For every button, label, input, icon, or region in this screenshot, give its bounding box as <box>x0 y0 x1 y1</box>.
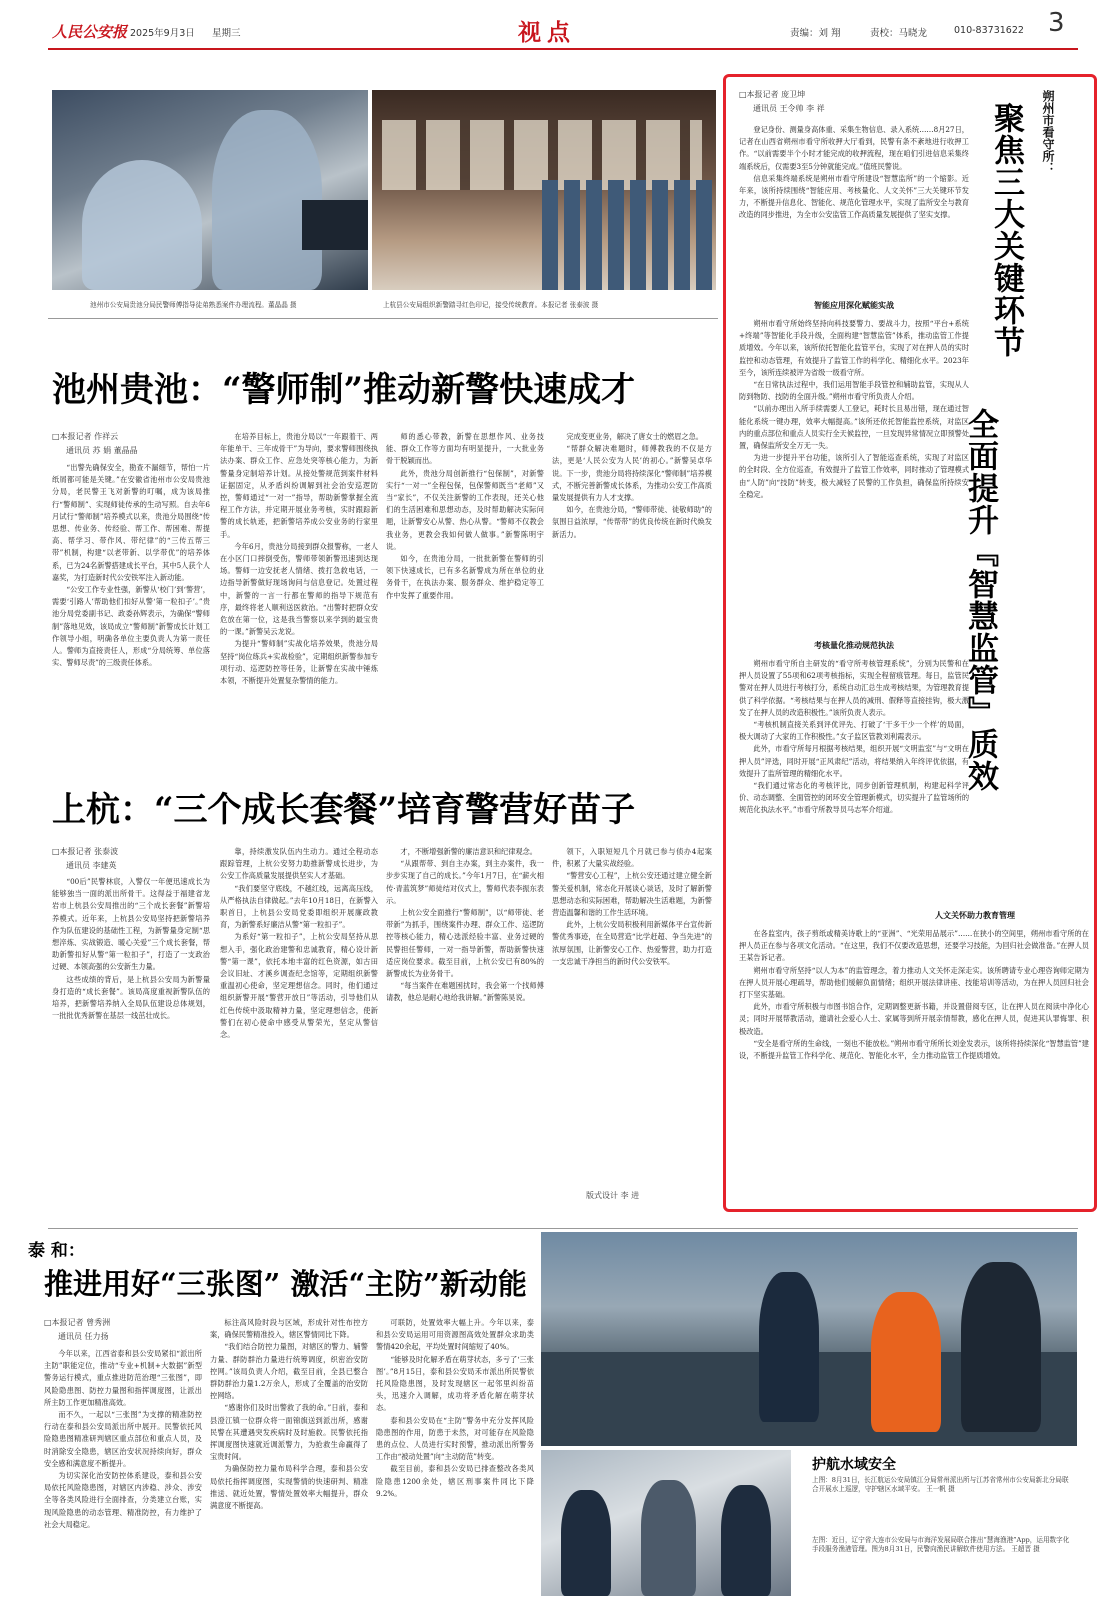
photo-caption-left: 池州市公安局贵池分局民警师傅指导徒弟熟悉案件办理流程。董晶晶 摄 <box>90 301 297 309</box>
paragraph: “我们结合防控力量图，对辖区的警力、辅警力量、群防群治力量进行统筹调度，织密治安防控网。”该局负责人介绍，截至目前，全县已整合群防群治力量1.2万余人，形成了全覆盖的治安防控网络。 <box>210 1342 368 1401</box>
masthead <box>0 0 1118 72</box>
editor-credit: 责编：刘 翔 <box>790 28 841 39</box>
byline-chizhou-1: □本报记者 作祥云 <box>52 432 119 441</box>
paragraph: “出警先确保安全，勘查不漏细节，帮怕一片纸屑都可能是关键。”在安徽省池州市公安局贵池分局，老民警王飞对新警的叮嘱，成为该局推行“警师制”、实现师徒传承的生动写照。自去年6月试行“警师制”培养模式以来，贵池分局围绕“传思想、传业务、传经验、帮工作、帮困难、帮提高、帮学习、带作风、带纪律”的“三传五帮三带”机制，构建“以老带新、以学带优”的培养体系，已为24名新警搭建成长平台，其中5人获个人嘉奖，为打造新时代公安铁军注入新动能。 <box>52 463 210 582</box>
subhead-humane-care: 人文关怀助力教育管理 <box>935 910 1015 920</box>
paragraph: 为进一步提升平台功能，该所引入了智能巡查系统，实现了对监区的全时段、全方位巡查，有效提升了监管工作效率，同时推动了管理模式由“人防”向“技防”转变，极大减轻了民警的工作负担，确保监所持续安全稳定。 <box>739 453 969 499</box>
paragraph: 在各监室内，孩子剪纸或精美诗歌上的“亚洲”、“光荣用品展示”……在狭小的空间里，朔州市看守所的在押人员正在参与各项文化活动。“在这里，我们不仅要改造思想，还要学习技能，为回归社会做准备。”在押人员王某告诉记者。 <box>739 929 1089 963</box>
byline-shuozhou-1: □本报记者 庞卫坤 <box>739 90 806 99</box>
chizhou-column-2 <box>220 431 378 782</box>
paragraph: “安全是看守所的生命线，一刻也不能放松。”朔州市看守所所长刘金发表示，该所将持续深化“智慧监管”建设，不断提升监管工作科学化、规范化、智能化水平，全力推动监管工作提质增效。 <box>739 1038 1089 1061</box>
paragraph: “帮群众解决难题时，师傅教我的不仅是方法，更是‘人民公安为人民’的初心。”新警吴卓华说。下一步，贵池分局将持续深化“警师制”培养模式，不断完善新警成长体系，为推动公安工作高质量发展提供有力人才支撑。 <box>552 444 712 503</box>
photo-caption-right: 上杭县公安局组织新警踏寻红色印记，接受传统教育。本报记者 张泰波 摄 <box>383 301 599 309</box>
page-number: 3 <box>1048 8 1065 38</box>
headline-shanghang: 上杭：“三个成长套餐”培育警营好苗子 <box>52 790 636 830</box>
issue-date: 2025年9月3日 <box>130 28 195 39</box>
paragraph: “警营安心工程”，上杭公安还通过建立健全新警关爱机制，常态化开展谈心谈话，及时了解新警思想动态和实际困难，帮助解决生活难题，为新警营造温馨和谐的工作生活环境。 <box>552 871 712 918</box>
paragraph: 如今，在贵池分局，一批批新警在警师的引领下快速成长，已有多名新警成为所在单位的业务骨干，在执法办案、服务群众、维护稳定等工作中发挥了重要作用。 <box>386 554 544 600</box>
photo-shanghang-history <box>372 90 716 290</box>
headline-chizhou: 池州贵池：“警师制”推动新警快速成才 <box>52 370 636 410</box>
monitor <box>302 200 368 250</box>
shuozhou-section-2 <box>739 658 969 910</box>
subhead-smart-apps: 智能应用深化赋能实战 <box>814 300 894 310</box>
figure-worker-vest <box>871 1292 941 1432</box>
taihe-column-2 <box>210 1317 368 1594</box>
paragraph: “从跟帮带、到自主办案，到主办案件，我一步步实现了自己的成长。”今年1月7日，在“薪火相传·青蓝筑梦”师徒结对仪式上，警师代表李振东表示。 <box>386 859 544 905</box>
shanghang-column-4 <box>552 846 712 1176</box>
subhead-assessment: 考核量化推动规范执法 <box>814 640 894 650</box>
phone-number: 010-83731622 <box>954 25 1024 36</box>
shanghang-column-2 <box>220 846 378 1206</box>
figure-officer-left <box>561 1490 611 1596</box>
byline-taihe-2: 通讯员 任力扬 <box>58 1332 109 1341</box>
photo-group-title: 护航水域安全 <box>812 1457 896 1473</box>
paragraph: 如今，在贵池分局，“警师带徒、徒敬师助”的氛围日益浓厚，“传帮带”的优良传统在新时代焕发新活力。 <box>552 505 712 539</box>
paragraph: 标注高风险时段与区域，形成针对性布控方案，确保民警精准投入，辖区警情同比下降。 <box>210 1318 368 1340</box>
figure-fisherman <box>641 1480 696 1596</box>
paragraph: 此外，市看守所每月根据考核结果，组织开展“文明监室”与“文明在押人员”评选，同时开展“正风肃纪”活动，将结果纳入年终评优依据，有效提升了监所管理的精细化水平。 <box>739 744 969 778</box>
paragraph: 这些成绩的背后，是上杭县公安局为新警量身打造的“成长套餐”。该局高度重视新警队伍的培养，把新警培养纳入全局队伍建设总体规划，一批批优秀新警在基层一线茁壮成长。 <box>52 974 210 1021</box>
shanghang-column-3 <box>386 846 544 1206</box>
proofreader-credit: 责校：马晓龙 <box>870 28 928 39</box>
paragraph: “考核机制直接关系到评优评先、打破了‘干多干少一个样’的局面，极大调动了大家的工作积极性。”女子监区管教刘利霞表示。 <box>739 720 969 742</box>
chizhou-column-3 <box>386 431 544 782</box>
taihe-kicker: 泰 和： <box>28 1241 85 1261</box>
shuozhou-lead <box>739 124 969 294</box>
photo-river-patrol <box>541 1232 1077 1446</box>
paragraph: “以前办理出入所手续需要人工登记，耗时长且易出错，现在通过智能化系统一键办理，效率大幅提高。”该所还依托智能监控系统，对监区内的重点部位和重点人员实行全天候监控，一旦发现异常情况立即预警处置，确保监所安全万无一失。 <box>739 404 969 451</box>
issue-weekday: 星期三 <box>212 28 241 39</box>
paragraph: 师的悉心带教，新警在思想作风、业务技能、群众工作等方面均有明显提升，一大批业务骨干脱颖而出。 <box>386 432 544 466</box>
paragraph: 靠，持续激发队伍内生动力。通过全程动态跟踪管理，上杭公安努力助推新警成长进步，为公安工作高质量发展提供坚实人才基础。 <box>220 847 378 881</box>
section-title: 视点 <box>518 20 576 46</box>
byline-shanghang-2: 通讯员 李建英 <box>66 861 117 870</box>
paragraph: 泰和县公安局在“主防”警务中充分发挥风险隐患图的作用，防患于未然，对可能存在风险隐患的点位、人员进行实时预警，推动派出所警务工作由“被动处置”向“主动防范”转变。 <box>376 1415 534 1462</box>
paragraph: “感谢你们及时出警救了我的命。”日前，泰和县澄江镇一位群众将一面锦旗送到派出所，感谢民警在其遭遇突发疾病时及时施救。民警依托指挥调度图快速就近调派警力，为抢救生命赢得了宝贵时间。 <box>210 1403 368 1462</box>
figure-officer-right <box>961 1262 1041 1432</box>
paragraph: 朔州市看守所坚持“以人为本”的监管理念，着力推动人文关怀走深走实。该所聘请专业心理咨询师定期为在押人员开展心理疏导，帮助他们缓解负面情绪；组织开展法律讲座、技能培训等活动，为在押人员回归社会打下坚实基础。 <box>739 965 1089 1000</box>
shanghang-column-1 <box>52 876 210 1206</box>
paragraph: 此外，上杭公安局积极利用新媒体平台宣传新警优秀事迹，在全局营造“比学赶超、争当先进”的浓厚氛围，让新警安心工作、热爱警营，助力打造一支忠诚干净担当的新时代公安铁军。 <box>552 920 712 966</box>
chizhou-column-1 <box>52 462 210 782</box>
byline-shanghang-1: □本报记者 张泰波 <box>52 847 119 856</box>
paragraph: “00后”民警林宸，入警仅一年便迅速成长为能够独当一面的派出所骨干。这得益于福建省龙岩市上杭县公安局推出的“三个成长套餐”新警培养模式。近年来，上杭县公安局坚持把新警培养作为队伍建设的基础性工程，为新警量身定制“思想淬炼、实战锻造、暖心关爱”三个成长套餐，帮助新警扣好从警“第一粒扣子”，打造了一支政治过硬、本领高强的公安新生力量。 <box>52 877 210 972</box>
paragraph: 完成变更业务，解决了唐女士的燃眉之急。 <box>566 432 703 441</box>
paragraph: “我们要坚守底线，不越红线，远离高压线，从严格执法自律做起。”去年10月18日，在新警入职首日，上杭县公安局党委即组织开展廉政教育，为新警系好廉洁从警“第一粒扣子”。 <box>220 883 378 930</box>
taihe-column-3 <box>376 1317 534 1594</box>
officers-lineup <box>542 180 712 290</box>
byline-chizhou-2: 通讯员 苏 娟 董晶晶 <box>66 446 138 455</box>
headline-taihe: 推进用好“三张图” 激活“主防”新动能 <box>44 1267 527 1301</box>
caption-river-top: 上图：8月31日，长江航运公安局镇江分局常州派出所与江苏省常州市公安局新北分局联合开展水上巡逻，守护辖区水域平安。 王一帆 摄 <box>812 1476 1069 1493</box>
divider <box>48 318 718 319</box>
paragraph: 而不久，一起以“三张图”为支撑的精准防控行动在泰和县公安局派出所中展开。民警依托风险隐患图精准研判辖区重点部位和重点人员，及时消除安全隐患，辖区治安状况持续向好，群众安全感和满意度不断提升。 <box>44 1410 202 1468</box>
paragraph: 此外，贵池分局创新推行“包保制”，对新警实行“一对一”全程包保，包保警师既当“老师”又当“家长”，不仅关注新警的工作表现，还关心他们的生活困难和思想动态，及时帮助解决实际问题，让新警安心从警、热心从警。“警师不仅教会我业务，更教会我如何做人做事。”新警陈明宇说。 <box>386 468 544 551</box>
figure-officer-seated <box>82 160 202 290</box>
paragraph: 为切实深化治安防控体系建设，泰和县公安局依托风险隐患图，对辖区内涉稳、涉众、涉安全等各类风险进行全面排查，分类建立台账，实现风险隐患的动态管理、精准防控，有力维护了社会大局稳定。 <box>44 1471 202 1529</box>
shuozhou-section-1 <box>739 318 969 636</box>
paragraph: 朔州市看守所始终坚持向科技要警力、要战斗力，按照“平台+系统+终端”等智能化手段升级，全面构建“智慧监管”体系，推动监管工作提质增效。今年以来，该所依托智能化监管平台，实现了对在押人员的实时监控和动态管理，有效提升了监管工作的科学化、精细化水平。2023年至今，该所连续被评为省级一级看守所。 <box>739 319 969 377</box>
shuozhou-kicker: 朔州市看守所： <box>1041 90 1055 174</box>
layout-designer-credit: 版式设计 李 进 <box>586 1191 640 1200</box>
paragraph: 今年6月，贵池分局接到群众报警称，一老人在小区门口摔倒受伤，警师带领新警迅速到达现场。警师一边安抚老人情绪、拨打急救电话，一边指导新警做好现场询问与信息登记。处置过程中，新警的一言一行都在警师的指导下规范有序，最终将老人顺利送医救治。“出警时把群众安危放在第一位，这是我当警察以来学到的最宝贵的一课。”新警吴云龙说。 <box>220 541 378 637</box>
shuozhou-headline-1: 聚焦三大关键环节 <box>988 102 1024 358</box>
paragraph: 领下，入职短短几个月就已参与侦办4起案件，积累了大量实战经验。 <box>552 847 712 869</box>
photo-chizhou-mentor <box>52 90 368 290</box>
paragraph: “每当案件在难题困扰时，我会第一个找师傅请教，他总是耐心地给我讲解。”新警陈昊说。 <box>386 981 544 1003</box>
paragraph: 可联防，处置效率大幅上升。今年以来，泰和县公安局运用可用资源图高效处置群众求助类警情420余起，平均处置时间缩短了40%。 <box>376 1318 534 1352</box>
shuozhou-section-3 <box>739 928 1089 1204</box>
photo-fishing-port-app <box>541 1450 791 1596</box>
paragraph: “能够及时化解矛盾在萌芽状态，多亏了‘三张图’。”8月15日，泰和县公安局禾市派出所民警依托风险隐患图，及时发现辖区一起邻里纠纷苗头，迅速介入调解，成功将矛盾化解在萌芽状态。 <box>376 1354 534 1413</box>
paragraph: “公安工作专业性强，新警从‘校门’到‘警营’，需要‘引路人’帮助他们扣好从警‘第一粒扣子’。”贵池分局党委副书记、政委孙辉表示，为确保“警师制”落地见效，该局成立“警师制”新警成长计划工作领导小组，明确各单位主要负责人为第一责任人。警师为直接责任人，形成“分局统筹、单位落实、警师尽责”的三级责任体系。 <box>52 585 210 668</box>
paragraph: 为系好“第一粒扣子”，上杭公安局坚持从思想入手，强化政治建警和忠诚教育，精心设计新警“第一课”，依托本地丰富的红色资源，如古田会议旧址、才溪乡调查纪念馆等，定期组织新警重温初心使命，坚定理想信念。同时，他们通过组织新警开展“警营开放日”等活动，引导他们从红色传统中汲取精神力量，坚定理想信念，使新警们在初心使命中感受从警荣光，坚定从警信念。 <box>220 932 378 1040</box>
paragraph: 截至目前，泰和县公安局已排查整改各类风险隐患1200余处，辖区刑事案件同比下降9.2%。 <box>376 1464 534 1498</box>
paragraph: 登记身份、测量身高体重、采集生物信息、录入系统……8月27日，记者在山西省朔州市看守所收押大厅看到，民警有条不紊地进行收押工作。“以前需要半个小时才能完成的收押流程，现在咱们引进信息采集终端系统后，仅需要3至5分钟就能完成。”值班民警说。 <box>739 125 969 171</box>
figure-officer-right <box>721 1485 771 1596</box>
paragraph: 为确保防控力量布局科学合理，泰和县公安局依托指挥调度图，实现警情的快速研判、精准推送、就近处置，警情处置效率大幅提升，群众满意度不断提高。 <box>210 1464 368 1511</box>
paragraph: 此外，市看守所积极与市图书馆合作，定期调整更新书籍，并设置借阅专区，让在押人员在阅读中净化心灵；同时开展帮教活动，邀请社会爱心人士、家属等到所开展亲情帮教，感化在押人员，促进其认罪悔罪、积极改造。 <box>739 1002 1089 1036</box>
paragraph: 朔州市看守所自主研发的“看守所考核管理系统”，分别为民警和在押人员设置了55项和62项考核指标，实现全程留痕管理。每日，监管民警对在押人员进行考核打分，系统自动汇总生成考核结果，为管理教育提供了科学依据。“考核结果与在押人员的减刑、假释等直接挂钩，极大激发了在押人员的改造积极性。”该所负责人表示。 <box>739 659 969 717</box>
shuozhou-headline-2: 全面提升『智慧监管』质效 <box>962 408 998 792</box>
divider <box>48 1228 1078 1229</box>
paragraph: 才，不断增强新警的廉洁意识和纪律观念。 <box>400 847 537 856</box>
byline-shuozhou-2: 通讯员 王令帅 李 祥 <box>753 104 825 113</box>
paragraph: “在日常执法过程中，我们运用智能手段管控和辅助监管，实现从人防到物防、技防的全面升级。”朔州市看守所负责人介绍。 <box>739 380 969 402</box>
caption-river-bottom: 左图：近日，辽宁省大连市公安局与市海洋发展局联合推出“慧海渔港”App，运用数字化手段服务渔港管理。图为8月31日，民警向渔民讲解软件使用方法。 王超晋 摄 <box>812 1536 1070 1553</box>
figure-officer-flag <box>759 1272 819 1422</box>
taihe-column-1 <box>44 1348 202 1594</box>
paragraph: 信息采集终端系统是朔州市看守所建设“智慧监所”的一个缩影。近年来，该所持续围绕“智能应用、考核量化、人文关怀”三大关键环节发力，不断提升信息化、智能化、规范化管理水平，实现了监所安全与教育改造的同步推进，为全市公安监管工作高质量发展提供了坚实支撑。 <box>739 173 969 220</box>
paper-logo: 人民公安报 <box>52 23 128 41</box>
paragraph: 今年以来，江西省泰和县公安局紧扣“派出所主防”职能定位，推动“专业+机制+大数据”新型警务运行模式，重点推进防范治理“三张图”，即风险隐患图、防控力量图和指挥调度图，让派出所主防工作更加精准高效。 <box>44 1349 202 1407</box>
paragraph: 上杭公安全面推行“警师制”，以“师带徒、老带新”为抓手，围绕案件办理、群众工作、巡逻防控等核心能力，精心选派经验丰富、业务过硬的民警担任警师，一对一指导新警，帮助新警快速适应岗位要求。截至目前，上杭公安已有80%的新警成长为业务骨干。 <box>386 908 544 979</box>
masthead-rule <box>48 48 1078 50</box>
byline-taihe-1: □本报记者 曾秀洲 <box>44 1318 111 1327</box>
paragraph: “我们通过常态化的考核评比，同步创新管理机制，构建起科学评价、动态调整、全面管控的闭环安全管理新模式，切实提升了监管场所的规范化执法水平。”市看守所教导员马志军介绍道。 <box>739 781 969 815</box>
paragraph: 为提升“警师制”实战化培养效果，贵池分局坚持“岗位练兵+实战检验”，定期组织新警参加专项行动、巡逻防控等任务，让新警在实战中锤炼本领，不断提升处置复杂警情的能力。 <box>220 639 378 686</box>
paragraph: 在培养目标上，贵池分局以“一年跟着干、两年能单干、三年成骨干”为导向，要求警师围绕执法办案、群众工作、应急处突等核心能力，为新警量身定制培养计划。从接处警规范到案件材料证据固定，从矛盾纠纷调解到社会治安巡逻防控，警师通过“一对一”指导，帮助新警掌握全流程工作方法，并定期开展业务考核，实时跟踪新警的成长轨迹，把新警培养成公安业务的行家里手。 <box>220 432 378 539</box>
chizhou-column-4 <box>552 431 712 782</box>
